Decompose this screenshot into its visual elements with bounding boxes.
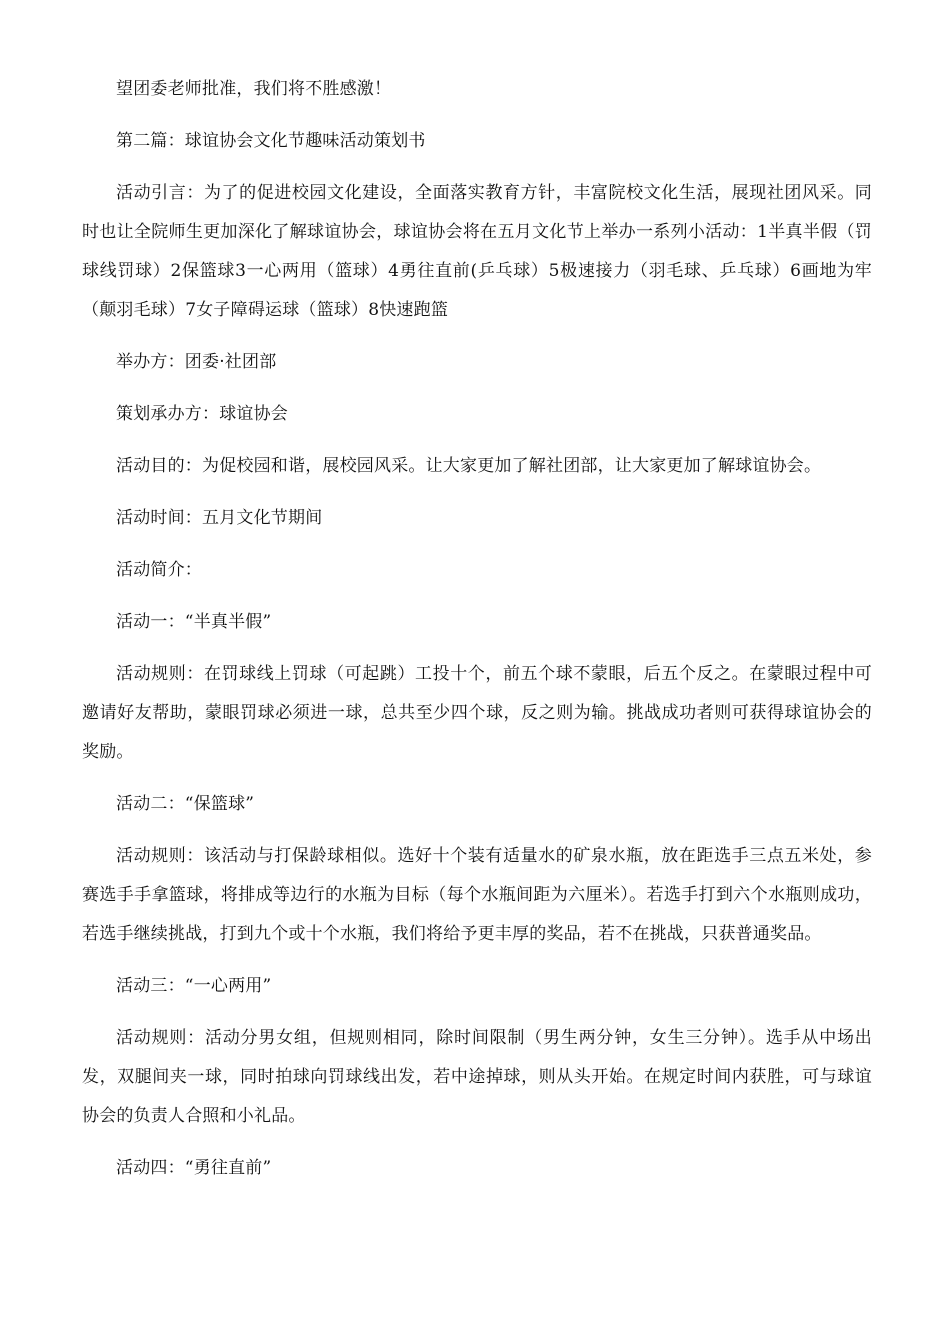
host-line: 策划承办方：球谊协会 — [116, 404, 288, 424]
activity-4-heading: 活动四：“勇往直前” — [116, 1158, 272, 1178]
activity-1-heading: 活动一：“半真半假” — [116, 612, 272, 632]
activity-1-rules: 活动规则：在罚球线上罚球（可起跳）工投十个，前五个球不蒙眼，后五个反之。在蒙眼过程中可邀请好友帮助，蒙眼罚球必须进一球，总共至少四个球，反之则为输。挑战成功者则可获得球谊协会的奖励。 — [82, 664, 872, 762]
activity-2-rules: 活动规则：该活动与打保龄球相似。选好十个装有适量水的矿泉水瓶，放在距选手三点五米处，参赛选手手拿篮球，将排成等边行的水瓶为目标（每个水瓶间距为六厘米）。若选手打到六个水瓶则成功，若选手继续挑战，打到九个或十个水瓶，我们将给予更丰厚的奖品，若不在挑战，只获普通奖品。 — [82, 846, 872, 944]
activity-3-heading: 活动三：“一心两用” — [116, 976, 272, 996]
overview-heading: 活动简介： — [116, 560, 202, 580]
document-page — [82, 0, 872, 1188]
time-line: 活动时间：五月文化节期间 — [116, 508, 323, 528]
intro-paragraph: 活动引言：为了的促进校园文化建设，全面落实教育方针，丰富院校文化生活，展现社团风采。同时也让全院师生更加深化了解球谊协会，球谊协会将在五月文化节上举办一系列小活动：1半真半假（罚球线罚球）2保篮球3一心两用（篮球）4勇往直前(乒乓球）5极速接力（羽毛球、乒乓球）6画地为牢（颠羽毛球）7女子障碍运球（篮球）8快速跑篮 — [82, 183, 872, 320]
activity-3-rules: 活动规则：活动分男女组，但规则相同，除时间限制（男生两分钟，女生三分钟）。选手从中场出发，双腿间夹一球，同时拍球向罚球线出发，若中途掉球，则从头开始。在规定时间内获胜，可与球谊协会的负责人合照和小礼品。 — [82, 1028, 872, 1126]
organizer-line: 举办方：团委·社团部 — [116, 352, 277, 372]
closing-line: 望团委老师批准，我们将不胜感激！ — [116, 79, 392, 99]
activity-2-heading: 活动二：“保篮球” — [116, 794, 255, 814]
section-title: 第二篇：球谊协会文化节趣味活动策划书 — [116, 131, 426, 151]
purpose-line: 活动目的：为促校园和谐，展校园风采。让大家更加了解社团部，让大家更加了解球谊协会。 — [116, 456, 822, 476]
